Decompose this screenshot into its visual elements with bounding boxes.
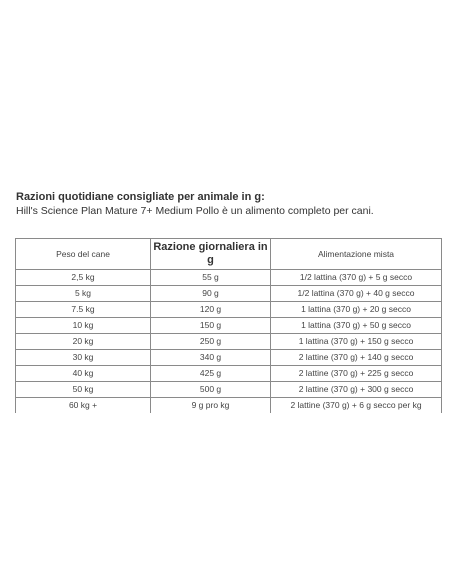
table-row — [16, 398, 442, 414]
cell-ration: 150 g — [151, 318, 271, 334]
cell-weight: 7.5 kg — [16, 302, 151, 318]
cell-mixed: 2 lattine (370 g) + 140 g secco — [271, 350, 442, 366]
ration-table — [15, 238, 442, 413]
header-mixed-feeding: Alimentazione mista — [271, 239, 442, 270]
table-row — [16, 350, 442, 366]
cell-weight: 40 kg — [16, 366, 151, 382]
table-row — [16, 382, 442, 398]
product-description: Hill's Science Plan Mature 7+ Medium Pollo è un alimento completo per cani. — [16, 205, 374, 217]
cell-ration: 90 g — [151, 286, 271, 302]
cell-ration: 500 g — [151, 382, 271, 398]
cell-mixed: 1 lattina (370 g) + 20 g secco — [271, 302, 442, 318]
table-row — [16, 318, 442, 334]
cell-mixed: 1 lattina (370 g) + 150 g secco — [271, 334, 442, 350]
cell-weight: 50 kg — [16, 382, 151, 398]
cell-weight: 2,5 kg — [16, 270, 151, 286]
cell-ration: 425 g — [151, 366, 271, 382]
cell-mixed: 1/2 lattina (370 g) + 5 g secco — [271, 270, 442, 286]
table-row — [16, 270, 442, 286]
table-header-row — [16, 239, 442, 270]
cell-mixed: 1/2 lattina (370 g) + 40 g secco — [271, 286, 442, 302]
table-row — [16, 302, 442, 318]
cell-weight: 30 kg — [16, 350, 151, 366]
intro-section — [16, 190, 446, 218]
cell-ration: 250 g — [151, 334, 271, 350]
table-row — [16, 286, 442, 302]
header-daily-ration: Razione giornaliera in g — [151, 239, 271, 270]
ration-heading: Razioni quotidiane consigliate per animale in g: — [16, 191, 265, 203]
cell-weight: 60 kg + — [16, 398, 151, 414]
ration-table-container — [15, 238, 441, 410]
cell-mixed: 2 lattine (370 g) + 6 g secco per kg — [271, 398, 442, 414]
header-dog-weight: Peso del cane — [16, 239, 151, 270]
table-row — [16, 334, 442, 350]
cell-weight: 10 kg — [16, 318, 151, 334]
cell-mixed: 1 lattina (370 g) + 50 g secco — [271, 318, 442, 334]
cell-ration: 9 g pro kg — [151, 398, 271, 414]
cell-ration: 340 g — [151, 350, 271, 366]
cell-ration: 55 g — [151, 270, 271, 286]
cell-weight: 20 kg — [16, 334, 151, 350]
cell-mixed: 2 lattine (370 g) + 300 g secco — [271, 382, 442, 398]
table-row — [16, 366, 442, 382]
cell-mixed: 2 lattine (370 g) + 225 g secco — [271, 366, 442, 382]
cell-ration: 120 g — [151, 302, 271, 318]
cell-weight: 5 kg — [16, 286, 151, 302]
